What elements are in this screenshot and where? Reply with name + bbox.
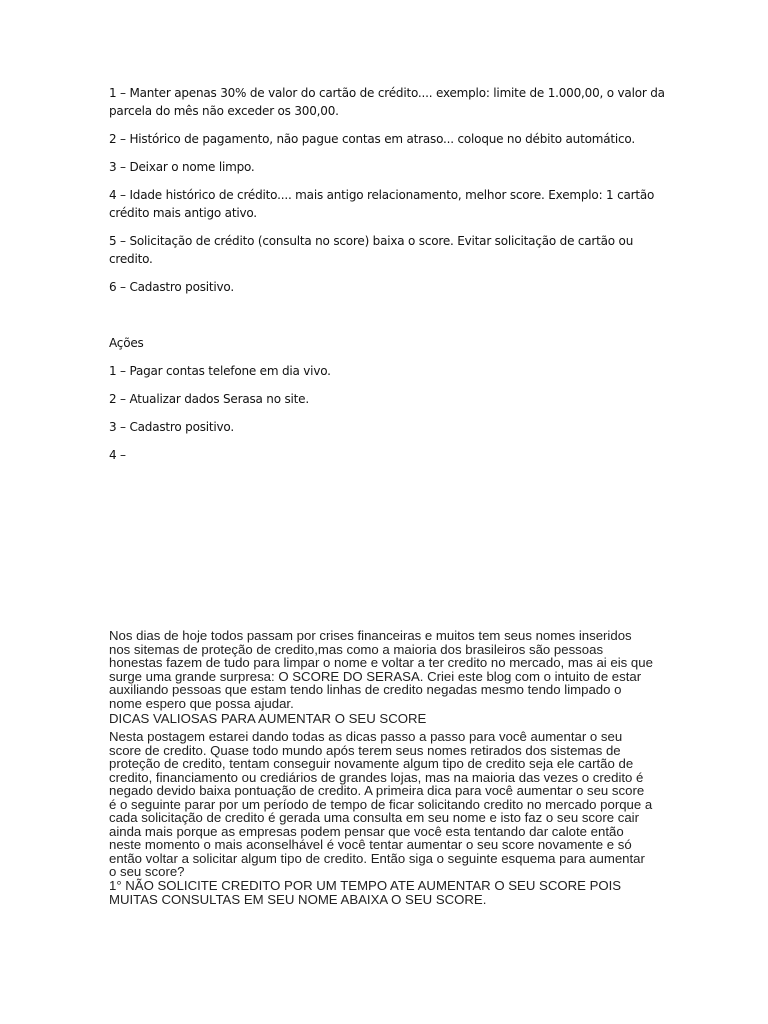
action-4: 4 – [109, 448, 126, 462]
spacer [109, 306, 669, 334]
article-tip-1: 1° NÃO SOLICITE CREDITO POR UM TEMPO ATE AUMENTAR O SEU SCORE POIS MUITAS CONSULTAS EM SEU NOME ABAIXA O SEU SCORE. [109, 877, 622, 907]
article-intro: Nos dias de hoje todos passam por crises financeiras e muitos tem seus nomes inseridos nos sitemas de proteção de credito,mas como a maioria dos brasileiros são pessoas honestas fazem de tudo para limpar o nome e voltar a ter credito no mercado, mas ai eis que surge uma grande surpresa: O SCORE DO SERASA. Criei este blog com o intuito de estar auxiliando pessoas que estam tendo linhas de credito negadas mesmo tendo limpado o nome espero que possa ajudar. [109, 628, 653, 711]
tip-3: 3 – Deixar o nome limpo. [109, 160, 255, 174]
tip-4: 4 – Idade histórico de crédito.... mais antigo relacionamento, melhor score. Exemplo: 1 cartão crédito mais antigo ativo. [109, 188, 655, 220]
action-1: 1 – Pagar contas telefone em dia vivo. [109, 364, 331, 378]
tip-6: 6 – Cadastro positivo. [109, 280, 234, 294]
tip-5: 5 – Solicitação de crédito (consulta no score) baixa o score. Evitar solicitação de cartão ou credito. [109, 234, 634, 266]
article-heading: DICAS VALIOSAS PARA AUMENTAR O SEU SCORE [109, 711, 427, 726]
tip-1: 1 – Manter apenas 30% de valor do cartão de crédito.... exemplo: limite de 1.000,00, o valor da parcela do mês não exceder os 300,00. [109, 86, 665, 118]
tip-2: 2 – Histórico de pagamento, não pague contas em atraso... coloque no débito automático. [109, 132, 635, 146]
score-notes [109, 84, 669, 474]
action-2: 2 – Atualizar dados Serasa no site. [109, 392, 309, 406]
blog-article [109, 629, 654, 907]
actions-heading: Ações [109, 336, 144, 350]
action-3: 3 – Cadastro positivo. [109, 420, 234, 434]
article-body: Nesta postagem estarei dando todas as dicas passo a passo para você aumentar o seu score de credito. Quase todo mundo após terem seus nomes retirados dos sistemas de proteção de credito, tentam conseguir novamente algum tipo de credito seja ele cartão de credito, financiamento ou crediários de grandes lojas, mas na maioria das vezes o credito é negado devido baixa pontuação de credito. A primeira dica para você aumentar o seu score é o seguinte parar por um período de tempo de ficar solicitando credito no mercado porque a cada solicitação de credito é gerada uma consulta em seu nome e isto faz o seu score cair ainda mais porque as empresas podem pensar que você esta tentando dar calote então neste momento o mais aconselhável é você tentar aumentar o seu score novamente e só então voltar a solicitar algum tipo de credito. Então siga o seguinte esquema para aumentar o seu score? [109, 729, 653, 879]
